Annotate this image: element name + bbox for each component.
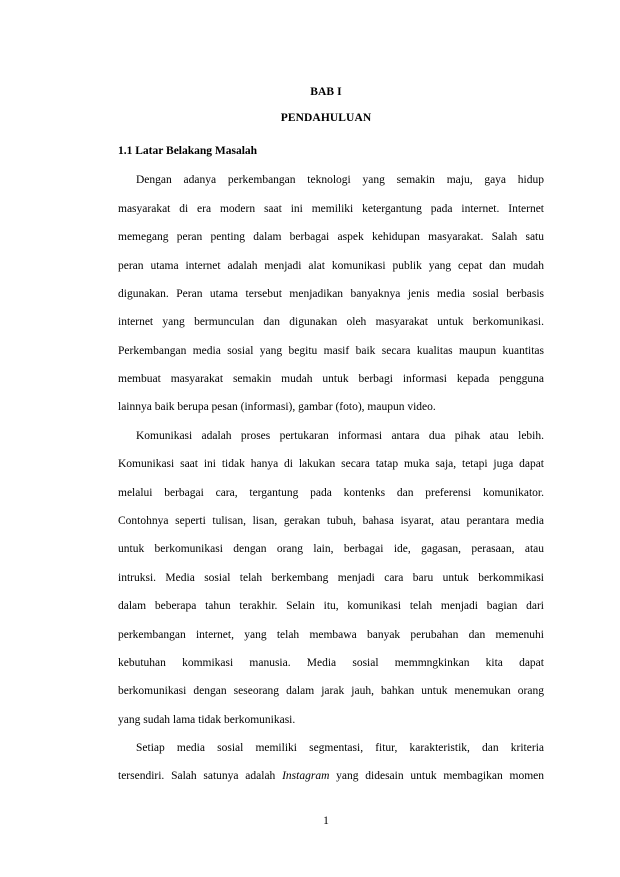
- paragraph-line: memegang peran penting dalam berbagai aspek kehidupan masyarakat. Salah satu: [118, 231, 544, 243]
- paragraph-line: dalam beberapa tahun terakhir. Selain itu, komunikasi telah menjadi bagian dari: [118, 600, 544, 612]
- paragraph-line: Perkembangan media sosial yang begitu masif baik secara kualitas maupun kuantitas: [118, 345, 544, 357]
- paragraph-line: [118, 768, 544, 784]
- paragraph-line: kebutuhan kommikasi manusia. Media sosial memmngkinkan kita dapat: [118, 657, 544, 669]
- section-heading: 1.1 Latar Belakang Masalah: [118, 145, 258, 157]
- paragraph-line: Contohnya seperti tulisan, lisan, gerakan tubuh, bahasa isyarat, atau perantara media: [118, 515, 544, 527]
- paragraph-line: perkembangan internet, yang telah membawa banyak perubahan dan memenuhi: [118, 629, 544, 641]
- paragraph-line: peran utama internet adalah menjadi alat komunikasi publik yang cepat dan mudah: [118, 260, 544, 272]
- paragraph-line: melalui berbagai cara, tergantung pada kontenks dan preferensi komunikator.: [118, 487, 544, 499]
- paragraph-line: lainnya baik berupa pesan (informasi), gambar (foto), maupun video.: [118, 401, 436, 413]
- instagram-italic: Instagram: [282, 770, 330, 782]
- line-text: tersendiri. Salah satunya adalah: [118, 770, 283, 782]
- paragraph-line: digunakan. Peran utama tersebut menjadikan banyaknya jenis media sosial berbasis: [118, 288, 544, 300]
- page-number: 1: [323, 815, 329, 827]
- paragraph-line: Komunikasi adalah proses pertukaran informasi antara dua pihak atau lebih.: [136, 430, 544, 442]
- paragraph-line: berkomunikasi dengan seseorang dalam jarak jauh, bahkan untuk menemukan orang: [118, 685, 544, 697]
- paragraph-line: yang sudah lama tidak berkomunikasi.: [118, 714, 296, 726]
- paragraph-line: masyarakat di era modern saat ini memiliki ketergantung pada internet. Internet: [118, 203, 544, 215]
- paragraph-line: Komunikasi saat ini tidak hanya di lakukan secara tatap muka saja, tetapi juga dapat: [118, 458, 544, 470]
- line-text: yang didesain untuk membagikan momen: [329, 770, 545, 782]
- chapter-title: PENDAHULUAN: [280, 112, 372, 124]
- paragraph-line: internet yang bermunculan dan digunakan oleh masyarakat untuk berkomunikasi.: [118, 316, 544, 328]
- paragraph-line: Dengan adanya perkembangan teknologi yang semakin maju, gaya hidup: [136, 174, 544, 186]
- paragraph-line: intruksi. Media sosial telah berkembang menjadi cara baru untuk berkommikasi: [118, 572, 544, 584]
- paragraph-line: Setiap media sosial memiliki segmentasi, fitur, karakteristik, dan kriteria: [136, 742, 544, 754]
- paragraph-line: untuk berkomunikasi dengan orang lain, berbagai ide, gagasan, perasaan, atau: [118, 543, 544, 555]
- chapter-label: BAB I: [310, 86, 342, 98]
- paragraph-line: membuat masyarakat semakin mudah untuk berbagi informasi kepada pengguna: [118, 373, 544, 385]
